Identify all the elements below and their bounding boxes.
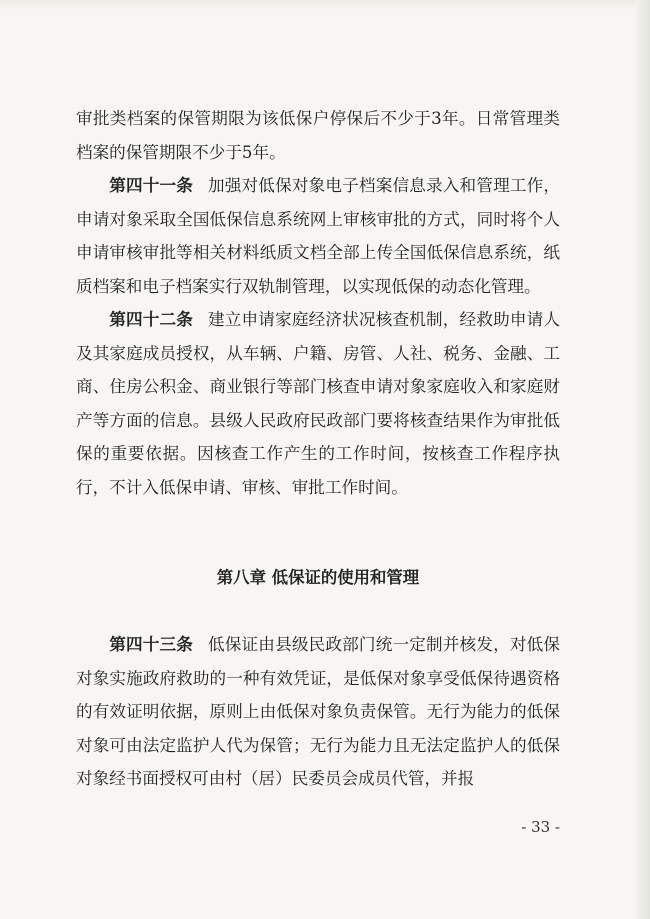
page-top-shadow [0, 0, 650, 10]
paragraph-article-43 [76, 628, 560, 796]
paragraph-article-41 [76, 169, 560, 303]
article-number: 第四十二条 [109, 310, 194, 329]
page-number: - 33 - [521, 818, 560, 836]
page-right-edge [636, 0, 650, 919]
paragraph-text: 建立申请家庭经济状况核查机制，经救助申请人及其家庭成员授权，从车辆、户籍、房管、人社、税务、金融、工商、住房公积金、商业银行等部门核查申请对象家庭收入和家庭财产等方面的信息。县级人民政府民政部门要将核查结果作为审批低保的重要依据。因核查工作产生的工作时间，按核查工作程序执行，不计入低保申请、审核、审批工作时间。 [76, 310, 561, 497]
paragraph-archive-retention [76, 102, 560, 169]
paragraph-text: 加强对低保对象电子档案信息录入和管理工作，申请对象采取全国低保信息系统网上审核审批的方式，同时将个人申请审核审批等相关材料纸质文档全部上传全国低保信息系统，纸质档案和电子档案实行双轨制管理，以实现低保的动态化管理。 [76, 176, 561, 296]
body-text-top [76, 102, 560, 504]
body-text-bottom [76, 628, 560, 796]
article-number: 第四十三条 [109, 635, 194, 654]
paragraph-text: 低保证由县级民政部门统一定制并核发，对低保对象实施政府救助的一种有效凭证，是低保对象享受低保待遇资格的有效证明依据，原则上由低保对象负责保管。无行为能力的低保对象可由法定监护人代为保管；无行为能力且无法定监护人的低保对象经书面授权可由村（居）民委员会成员代管，并报 [76, 635, 561, 788]
paragraph-article-42 [76, 303, 560, 504]
article-number: 第四十一条 [109, 176, 194, 195]
paragraph-text: 审批类档案的保管期限为该低保户停保后不少于3年。日常管理类档案的保管期限不少于5年。 [76, 109, 560, 162]
chapter-title: 第八章 低保证的使用和管理 [216, 568, 420, 587]
